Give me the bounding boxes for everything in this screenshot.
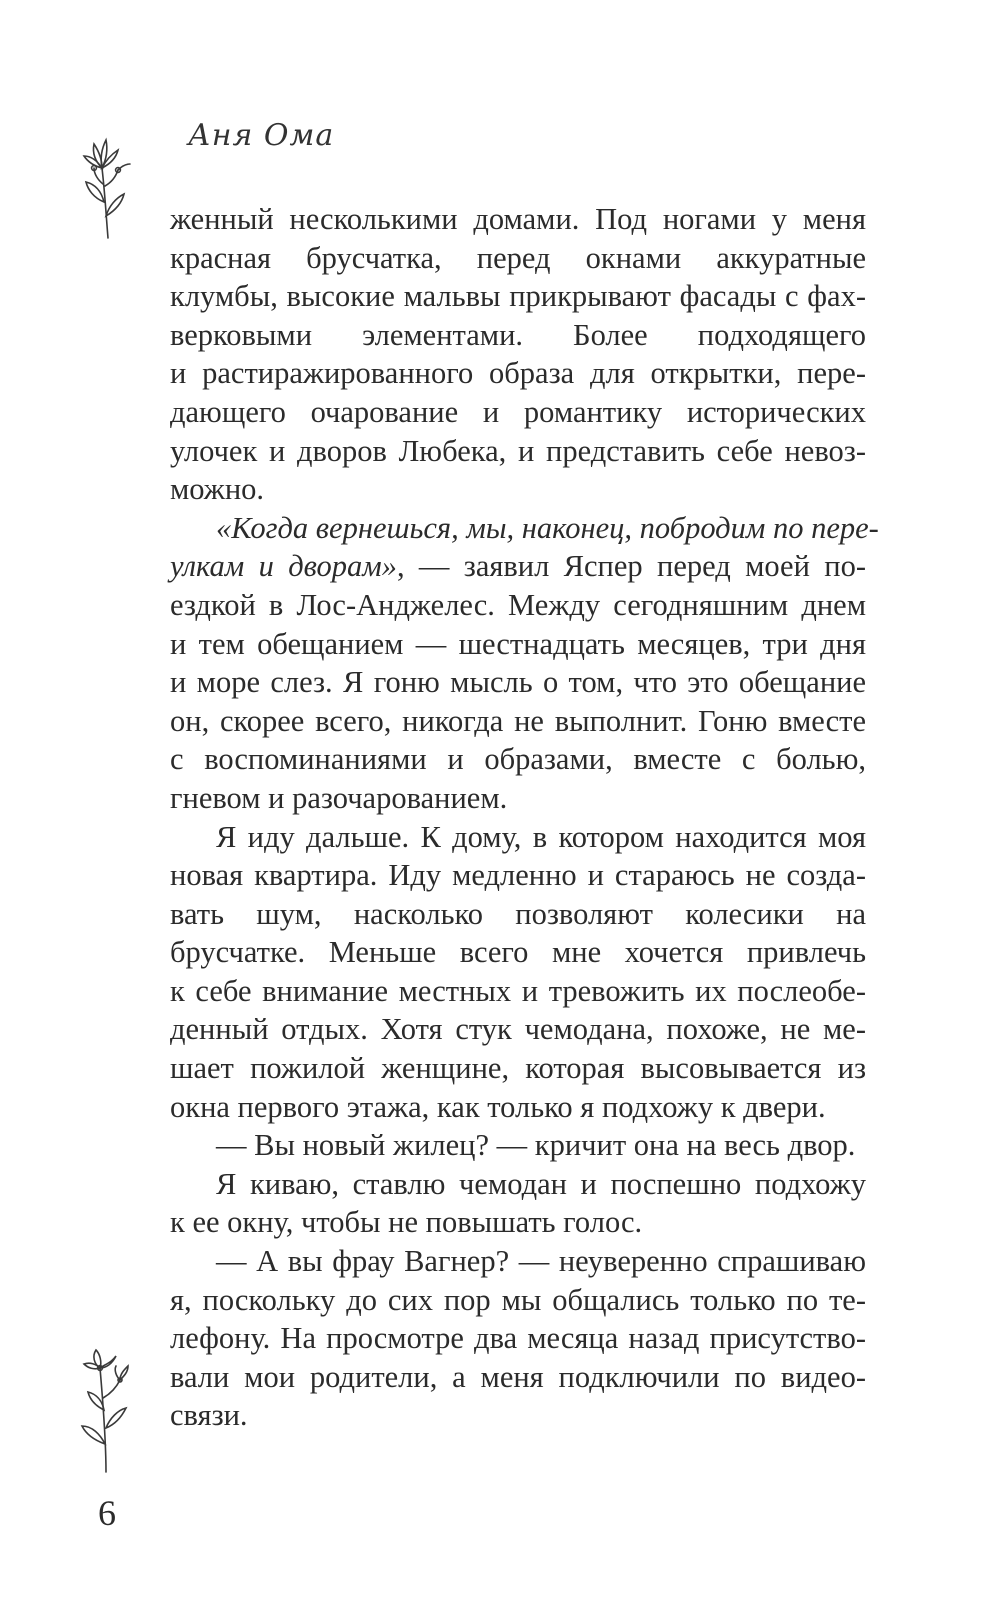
text-line: и растиражированного образа для открытки, пере- (170, 356, 866, 391)
text-line: можно. (170, 472, 265, 507)
text-line: улочек и дворов Любека, и представить себе невоз- (170, 433, 866, 468)
text-line: Я иду дальше. К дому, в котором находится моя (216, 819, 866, 854)
text-line: верковыми элементами. Более подходящего (170, 317, 866, 352)
text-line: женный несколькими домами. Под ногами у меня (170, 202, 866, 236)
text-line: и море слез. Я гоню мысль о том, что это обещание (170, 665, 866, 700)
text-line (170, 547, 866, 586)
text-line: шает пожилой женщине, которая высовывается из (170, 1051, 866, 1086)
italic-quote: улкам и дворам» (170, 549, 397, 584)
text-line: к себе внимание местных и тревожить их послеобе- (170, 973, 866, 1008)
text-line: вать шум, насколько позволяют колесики на (170, 896, 866, 931)
text-line: красная брусчатка, перед окнами аккуратные (170, 240, 866, 275)
text-line: лефону. На просмотре два месяца назад присутство- (170, 1321, 866, 1356)
flower-sprig-icon (72, 124, 136, 240)
text-line: я, поскольку до сих пор мы общались только по те- (170, 1282, 866, 1317)
text-fragment: , — заявил Яспер перед моей по- (396, 549, 866, 584)
text-line: и тем обещанием — шестнадцать месяцев, три дня (170, 626, 866, 661)
text-line: брусчатке. Меньше всего мне хочется привлечь (170, 935, 866, 970)
text-line: окна первого этажа, как только я подхожу к двери. (170, 1089, 826, 1124)
text-line: дающего очарование и романтику исторических (170, 394, 866, 429)
text-line (170, 509, 879, 548)
page-number: 6 (98, 1493, 116, 1533)
text-line: к ее окну, чтобы не повышать голос. (170, 1205, 643, 1240)
text-line: Я киваю, ставлю чемодан и поспешно подхожу (216, 1166, 866, 1201)
text-line: вали мои родители, а меня подключили по видео- (170, 1359, 866, 1394)
text-line: денный отдых. Хотя стук чемодана, похоже, не ме- (170, 1012, 866, 1047)
text-line: — А вы фрау Вагнер? — неуверенно спрашиваю (216, 1244, 866, 1279)
text-line: — Вы новый жилец? — кричит она на весь двор. (216, 1128, 856, 1163)
text-line: гневом и разочарованием. (170, 780, 508, 815)
text-line: связи. (170, 1398, 248, 1433)
text-line: он, скорее всего, никогда не выполнит. Гоню вместе (170, 703, 866, 738)
flower-sprig-icon (72, 1344, 136, 1474)
body-text (170, 200, 879, 1435)
running-header-author: Аня Ома (188, 118, 335, 153)
text-line: ездкой в Лос-Анджелес. Между сегодняшним днем (170, 587, 866, 622)
text-line: новая квартира. Иду медленно и стараюсь не созда- (170, 858, 866, 893)
text-line: с воспоминаниями и образами, вместе с болью, (170, 742, 866, 777)
text-line: клумбы, высокие мальвы прикрывают фасады с фах- (170, 279, 866, 314)
italic-quote: «Когда вернешься, мы, наконец, побродим по пере- (216, 510, 879, 545)
